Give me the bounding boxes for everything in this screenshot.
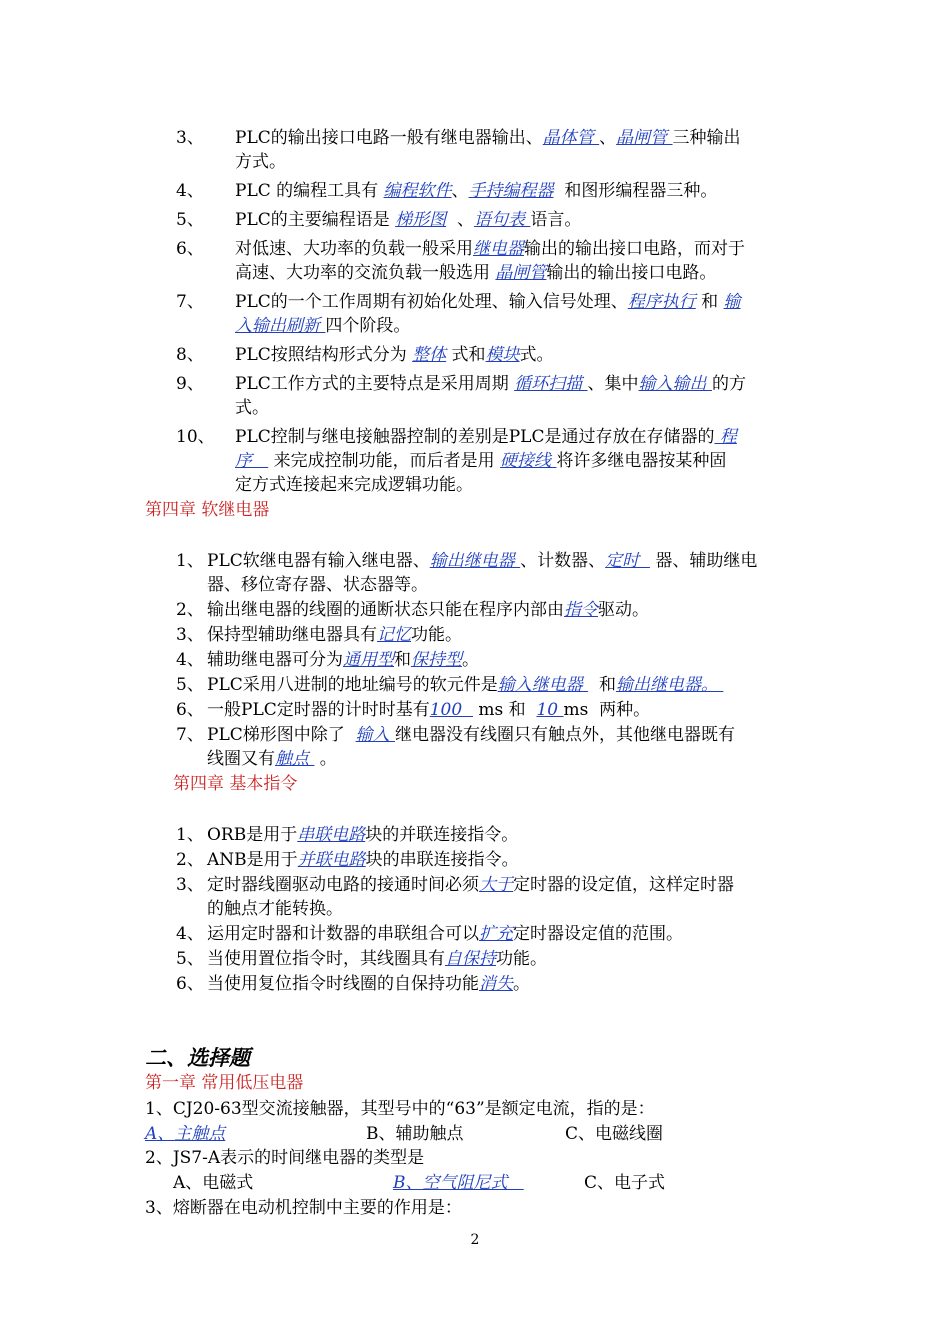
answer-blank: 串联电路: [297, 825, 366, 845]
answer-blank: 通用型: [343, 650, 394, 670]
answer-blank: 并联电路: [297, 850, 366, 870]
answer-blank: 程: [714, 427, 737, 447]
item-text-line: [235, 374, 746, 394]
item-text: 驱动。: [598, 600, 649, 620]
item-number: 6、: [176, 974, 204, 994]
item-text-line: [235, 263, 716, 283]
item-number: 2、: [176, 600, 204, 620]
item-text: 、: [446, 210, 474, 230]
item-number: 1、: [176, 551, 204, 571]
item-text: 的方: [711, 374, 746, 394]
answer-blank: 整体: [412, 345, 447, 365]
item-number: 7、: [176, 292, 204, 312]
item-text: ms 两种。: [563, 700, 651, 720]
item-text: 输出的输出接口电路。: [546, 263, 717, 283]
item-number: 4、: [176, 924, 204, 944]
item-number: 2、: [176, 850, 204, 870]
item-text: 输出的输出接口电路，而对于: [524, 239, 745, 259]
chapter-heading: 第四章 基本指令: [173, 774, 298, 794]
answer-blank: 循环扫描: [514, 374, 588, 394]
item-text: 、: [451, 181, 469, 201]
item-text: 语言。: [530, 210, 582, 230]
answer-blank: 扩充: [479, 924, 513, 944]
item-text: 。: [513, 974, 530, 994]
item-text: 定时器线圈驱动电路的接通时间必须: [207, 875, 479, 895]
item-text-line: [235, 239, 745, 259]
item-text: 定时器设定值的范围。: [513, 924, 683, 944]
item-text-line: [207, 924, 683, 944]
item-number: 5、: [176, 210, 204, 230]
answer-blank: 晶体管: [542, 128, 600, 148]
item-text: PLC按照结构形式分为: [235, 345, 413, 365]
answer-blank: 晶闸管: [495, 263, 547, 283]
item-text: 将许多继电器按某种固: [556, 451, 727, 471]
item-number: 3、: [176, 625, 204, 645]
item-number: 3、: [176, 875, 204, 895]
item-text-line: [235, 292, 741, 312]
answer-blank: 指令: [564, 600, 598, 620]
answer-blank: 输入输出: [638, 374, 712, 394]
item-text-line: [235, 475, 473, 495]
answer-blank: 10: [536, 700, 564, 720]
item-text: 、: [599, 128, 617, 148]
item-number: 5、: [176, 675, 204, 695]
answer-option: B、空气阻尼式: [393, 1173, 524, 1193]
item-text: 。: [462, 650, 479, 670]
item-text: 和: [588, 675, 616, 695]
item-text: 。: [314, 749, 337, 769]
item-text: PLC梯形图中除了: [207, 725, 356, 745]
item-text: 对低速、大功率的负载一般采用: [235, 239, 473, 259]
item-text: 和图形编程器三种。: [553, 181, 718, 201]
option: B、辅助触点: [366, 1124, 464, 1144]
answer-blank: 继电器: [473, 239, 524, 259]
item-text: 式。: [519, 345, 554, 365]
item-text: 器、辅助继电: [649, 551, 758, 571]
item-number: 9、: [176, 374, 204, 394]
item-text: 四个阶段。: [325, 316, 411, 336]
option: A、电磁式: [173, 1173, 254, 1193]
item-text: 来完成控制功能，而后者是用: [268, 451, 501, 471]
item-text-line: [207, 725, 735, 745]
option: C、电子式: [584, 1173, 666, 1193]
answer-blank: 定时: [605, 551, 650, 571]
item-text: 方式。: [235, 152, 286, 172]
answer-option: A、主触点: [145, 1124, 226, 1144]
item-text-line: [235, 345, 554, 365]
answer-blank: 程序执行: [627, 292, 696, 312]
answer-blank: 语句表: [473, 210, 531, 230]
question-text: 1、CJ20-63型交流接触器，其型号中的“63”是额定电流，指的是：: [145, 1099, 655, 1119]
answer-blank: 保持型: [411, 650, 462, 670]
item-number: 3、: [176, 128, 204, 148]
answer-blank: 梯形图: [395, 210, 447, 230]
item-text: 式和: [446, 345, 486, 365]
item-text: 器、移位寄存器、状态器等。: [207, 575, 428, 595]
item-text: ms 和: [473, 700, 537, 720]
answer-blank: 输出继电器: [429, 551, 521, 571]
item-text: 线圈又有: [207, 749, 275, 769]
item-text-line: [235, 398, 269, 418]
item-text-line: [207, 700, 650, 720]
item-text: 块的串联连接指令。: [365, 850, 519, 870]
item-text-line: [235, 316, 410, 336]
item-text: PLC 的编程工具有: [235, 181, 384, 201]
question-text: 2、JS7-A表示的时间继电器的类型是: [145, 1148, 425, 1168]
item-number: 1、: [176, 825, 204, 845]
item-text: 保持型辅助继电器具有: [207, 625, 377, 645]
item-text: PLC软继电器有输入继电器、: [207, 551, 430, 571]
option: C、电磁线圈: [565, 1124, 664, 1144]
item-text: 功能。: [496, 949, 547, 969]
item-number: 4、: [176, 181, 204, 201]
item-text-line: [207, 551, 757, 571]
answer-blank: 硬接线: [500, 451, 557, 471]
item-number: 6、: [176, 700, 204, 720]
item-text: PLC工作方式的主要特点是采用周期: [235, 374, 515, 394]
item-text: 块的并联连接指令。: [365, 825, 519, 845]
answer-blank: 消失: [479, 974, 513, 994]
item-text-line: [207, 600, 649, 620]
item-text-line: [207, 749, 337, 769]
answer-blank: 手持编程器: [468, 181, 554, 201]
answer-blank: 100: [429, 700, 473, 720]
item-text: 定时器的设定值，这样定时器: [513, 875, 734, 895]
item-text-line: [235, 128, 741, 148]
answer-blank: 自保持: [445, 949, 496, 969]
answer-blank: 入输出刷新: [235, 316, 326, 336]
answer-blank: 模块: [485, 345, 520, 365]
item-text: PLC的主要编程语是: [235, 210, 396, 230]
chapter-heading: 第一章 常用低压电器: [145, 1073, 304, 1093]
item-text-line: [207, 899, 343, 919]
item-number: 4、: [176, 650, 204, 670]
item-text: PLC的一个工作周期有初始化处理、输入信号处理、: [235, 292, 628, 312]
item-text-line: [235, 210, 581, 230]
item-text-line: [207, 949, 547, 969]
answer-blank: 晶闸管: [616, 128, 673, 148]
item-text: 、计数器、: [520, 551, 606, 571]
item-text-line: [235, 427, 737, 447]
item-text: 辅助继电器可分为: [207, 650, 343, 670]
item-number: 6、: [176, 239, 204, 259]
item-text: ANB是用于: [207, 850, 298, 870]
item-text-line: [207, 974, 530, 994]
item-text-line: [235, 451, 726, 471]
item-text: ORB是用于: [207, 825, 298, 845]
item-text-line: [207, 625, 462, 645]
item-number: 5、: [176, 949, 204, 969]
answer-blank: 序: [235, 451, 269, 471]
answer-blank: 输出继电器。: [615, 675, 724, 695]
item-number: 10、: [176, 427, 215, 447]
item-text: 运用定时器和计数器的串联组合可以: [207, 924, 479, 944]
answer-blank: 编程软件: [383, 181, 452, 201]
item-text: 输出继电器的线圈的通断状态只能在程序内部由: [207, 600, 564, 620]
item-text: 、集中: [587, 374, 639, 394]
answer-blank: 记忆: [377, 625, 411, 645]
question-text: 3、熔断器在电动机控制中主要的作用是：: [145, 1198, 462, 1218]
item-text-line: [235, 181, 717, 201]
item-text-line: [207, 850, 519, 870]
answer-blank: 大于: [479, 875, 513, 895]
answer-blank: 输: [723, 292, 741, 312]
section-title: 二、选择题: [145, 1045, 250, 1070]
chapter-heading: 第四章 软继电器: [145, 500, 270, 520]
answer-blank: 触点: [275, 749, 315, 769]
answer-blank: 输入: [355, 725, 395, 745]
item-text: 继电器没有线圈只有触点外，其他继电器既有: [394, 725, 735, 745]
item-text: 式。: [235, 398, 269, 418]
item-text: PLC采用八进制的地址编号的软元件是: [207, 675, 498, 695]
item-text: 和: [695, 292, 724, 312]
item-text: 一般PLC定时器的计时时基有: [207, 700, 430, 720]
item-text: 功能。: [411, 625, 462, 645]
item-text: 定方式连接起来完成逻辑功能。: [235, 475, 473, 495]
item-number: 7、: [176, 725, 204, 745]
answer-blank: 输入继电器: [497, 675, 589, 695]
item-text: 的触点才能转换。: [207, 899, 343, 919]
item-text-line: [207, 575, 428, 595]
item-text: 高速、大功率的交流负载一般选用: [235, 263, 496, 283]
item-text: 三种输出: [672, 128, 741, 148]
item-text-line: [207, 825, 518, 845]
item-text: 和: [394, 650, 411, 670]
item-text: PLC控制与继电接触器控制的差别是PLC是通过存放在存储器的: [235, 427, 715, 447]
item-text-line: [235, 152, 286, 172]
item-text-line: [207, 675, 723, 695]
item-text: 当使用复位指令时线圈的自保持功能: [207, 974, 479, 994]
item-text: 当使用置位指令时，其线圈具有: [207, 949, 445, 969]
item-number: 8、: [176, 345, 204, 365]
item-text-line: [207, 875, 734, 895]
item-text-line: [207, 650, 479, 670]
item-text: PLC的输出接口电路一般有继电器输出、: [235, 128, 543, 148]
page-number: 2: [470, 1232, 480, 1248]
